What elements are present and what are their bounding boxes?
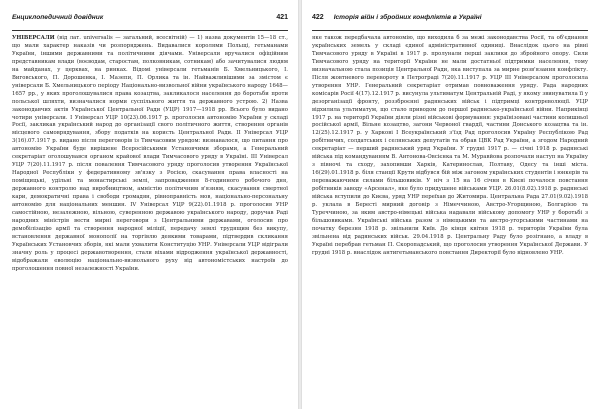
right-page	[302, 0, 600, 409]
left-running-title: Енциклопедичний довідник	[12, 14, 104, 21]
left-page-header	[12, 14, 288, 31]
right-running-title: Історія війн і збройних конфліктів в Україні	[333, 14, 482, 21]
right-page-text	[312, 35, 588, 258]
left-page-text	[12, 35, 288, 274]
entry-paragraph	[12, 35, 288, 274]
entry-headword: УНІВЕРСАЛИ	[12, 35, 55, 41]
left-page-number: 421	[276, 14, 288, 21]
right-page-header	[312, 14, 588, 31]
left-page	[0, 0, 298, 409]
body-paragraph: яке також передбачала автономію, що виходила б за межі законодавства Росії, та об'єднання українських земель у складі єдиної адміністративної одиниці. Внаслідок цього на рівні Тимчасового уряду в Україні в 1917 р. пролунали перші заклики до збройного опору. Сили Тимчасового уряду на території України не мали достатньої підтримки населення, тому визначальною стала позиція Центральної Ради, яка виступала за мирне розв'язання конфлікту. Після жовтневого перевороту в Петрограді 7(20).11.1917 р. УЦР ІІІ Універсалом проголосила утворення УНР. Генеральний секретаріат отримав повноваження уряду. Рада народних комісарів Росії 4(17).12.1917 р. висунула ультиматум Центральній Раді, у якому звинуватила її у дезорганізації фронту, роззброєнні радянських військ і підтримці контрреволюції. УЦР відхилила ультиматум, що стало приводом до першої радянсько-української війни. Наприкінці 1917 р. на території України діяли різні військові формування: українізовані частини колишньої російської армії, Вільне козацтво, загони Червоної гвардії, частини Донського козацтва та ін. 12(25).12.1917 р. у Харкові І Всеукраїнський з'їзд Рад проголосив Україну Республікою Рад робітничих, солдатських і селянських депутатів та обрав ЦВК Рад України, а згодом Народний секретаріат — перший радянський уряд України. У грудні 1917 р. — січні 1918 р. радянські війська під командуванням В. Антонова-Овсієнка та М. Муравйова розпочали наступ на Україну з півночі та сходу, захопивши Харків, Катеринослав, Полтаву, Одесу та інші міста. 16(29).01.1918 р. біля станції Крути відбувся бій між загоном українських студентів і юнкерів та переважаючими силами більшовиків. У ніч з 15 на 16 січня в Києві почалося повстання робітників заводу «Арсенал», яке було придушене військами УЦР. 26.01(8.02).1918 р. радянські війська вступили до Києва, уряд УНР переїхав до Житомира. Центральна Рада 27.01(9.02).1918 р. уклала в Бересті мирний договір з Німеччиною, Австро-Угорщиною, Болгарією та Туреччиною, за яким австро-німецькі війська надавали військову допомогу УНР у боротьбі з більшовиками. Українські війська разом з німецькими та австро-угорськими частинами на початку березня 1918 р. звільнили Київ. До кінця квітня 1918 р. територія України була звільнена від радянських військ. 29.04.1918 р. Центральну Раду було розігнано, а владу в Україні перебрав гетьман П. Скоропадський, що проголосив утворення Української Держави. У грудні 1918 р. внаслідок антигетьманського повстання Директорії було відновлено УНР.	[312, 35, 588, 256]
entry-body: (від лат. universalis — загальний, всесвітній) — 1) назва документів 15—18 ст., що мали характер наказів чи розпоряджень. Видавалися королями Польщі, гетьманами України, іншими державними та політичними діячами. Універсали вручалися офіційним представникам влади (воєводам, старостам, полковникам, сотникам) або зачитувалися людям на майданах, у церквах, на ринках. Відомі універсали гетьманів Б. Хмельницького, І. Виговського, П. Дорошенка, І. Мазепи, П. Орлика та ін. Найважливішими за змістом є універсали Б. Хмельницького періоду Національно-визвольної війни українського народу 1648—1657 рр., у яких проголошувалися права козацтва, закликалося населення до боротьби проти польської шляхти, визначалися норми суспільного життя та державного устрою. 2) Назва законодавчих актів Української Центральної Ради (УЦР) 1917—1918 рр. Всього було видано чотири універсали. I Універсал УЦР 10(23).06.1917 р. проголосив автономію України у складі Росії, закликав український народ до організації свого політичного життя, створення органів місцевого самоврядування, збору податків на користь Центральної Ради. II Універсал УЦР 3(16).07.1917 р. видано після переговорів із Тимчасовим урядом: визнавалося, що питання про автономію України буде вирішене Всеросійськими Установчими зборами, а Генеральний секретаріат оголошувався органом крайової влади Тимчасового уряду в Україні. III Універсал УЦР 7(20).11.1917 р. після повалення Тимчасового уряду проголосив утворення Української Народної Республіки у федеративному зв'язку з Росією, скасування права власності на поміщицькі, удільні та монастирські землі, запровадження 8-годинного робочого дня, державного контролю над виробництвом, амністію політичним в'язням, скасування смертної кари, демократичні права і свободи громадян, рівноправність мов, національно-персональну автономію для національних меншин. IV Універсал УЦР 9(22).01.1918 р. проголосив УНР самостійною, незалежною, вільною, суверенною державою українського народу, доручав Раді народних міністрів вести мирні переговори з Центральними державами, оголосив про демобілізацію армії та створення народної міліції, передачу землі трудящим без викупу, встановлення державної монополії на торгівлю деякими товарами, підтвердив скликання Українських Установчих зборів, які мали ухвалити Конституцію УНР. Універсали УЦР відіграли значну роль у процесі державотворення, стали віхами відродження української державності, відображали еволюцію національно-визвольного руху від автономістських настроїв до проголошення повної незалежності України.	[12, 35, 288, 272]
right-page-number: 422	[312, 14, 324, 21]
